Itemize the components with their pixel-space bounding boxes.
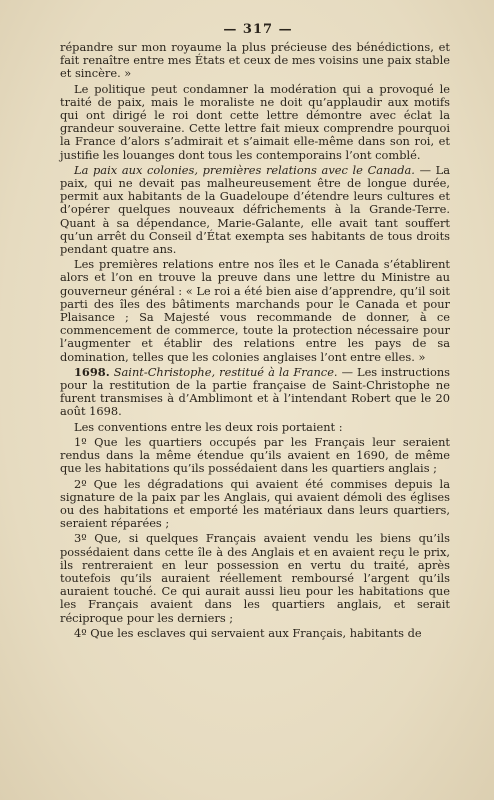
paragraph-p9 bbox=[60, 532, 450, 624]
year-heading: 1698. bbox=[74, 364, 110, 379]
section-heading: Saint-Christophe, restitué à la France. bbox=[113, 364, 338, 379]
paragraph-text: 2º Que les dégradations qui avaient été commises depuis la signature de la paix par les Anglais, qui avaient démoli des églises ou des habitations et emporté les matériaux dans leurs quartiers, seraient réparées ; bbox=[60, 476, 450, 531]
paragraph-p1 bbox=[60, 41, 450, 81]
paragraph-text: 1º Que les quartiers occupés par les Français leur seraient rendus dans la même étendue qu’ils avaient en 1690, de même que les habitations qu’ils possédaient dans les quartiers anglais ; bbox=[60, 434, 450, 476]
paragraph-text: Les premières relations entre nos îles et le Canada s’établirent alors et l’on en trouve la preuve dans une lettre du Ministre au gouverneur général : « Le roi a été bien aise d’apprendre, qu’il soit parti des îles des bâtiments marchands pour le Canada et pour Plaisance ; Sa Majesté vous recommande de donner, à ce commencement de commerce, toute la protection nécessaire pour l’augmenter et établir des relations entre les pays de sa domination, telles que les colonies anglaises l’ont entre elles. » bbox=[60, 257, 450, 364]
paragraph-p7 bbox=[60, 436, 450, 476]
paragraph-text: Le politique peut condamner la modération qui a provoqué le traité de paix, mais le moraliste ne doit qu’applaudir aux motifs qui ont dirigé le roi dont cette lettre démontre avec éclat la grandeur souveraine. Cette lettre fait mieux comprendre pourquoi la France d’alors s’admirait et s’aimait elle-même dans son roi, et justifie les louanges dont tous les contemporains l’ont comblé. bbox=[60, 81, 450, 162]
body-text bbox=[60, 41, 450, 640]
paragraph-text: — La paix, qui ne devait pas malheureusement être de longue durée, permit aux habitants de la Guadeloupe d’étendre leurs cultures et d’opérer quelques nouveaux défrichements à la Grande-Terre. Quant à sa dépendance, Marie-Galante, elle avait tant souffert qu’un arrêt du Conseil d’État exempta ses habitants de tous droits pendant quatre ans. bbox=[60, 162, 450, 257]
section-heading: La paix aux colonies, premières relations avec le Canada. bbox=[74, 162, 415, 177]
paragraph-text: répandre sur mon royaume la plus précieuse des bénédictions, et fait renaître entre mes États et ceux de mes voisins une paix stable et sincère. » bbox=[60, 40, 450, 81]
paragraph-text: — Les instructions pour la restitution de la partie française de Saint-Christophe ne furent transmises à d’Amblimont et à l’intendant Robert que le 20 août 1698. bbox=[60, 364, 450, 419]
paragraph-text: 3º Que, si quelques Français avaient vendu les biens qu’ils possédaient dans cette île à des Anglais et en avaient reçu le prix, ils rentreraient en leur possession en vertu du traité, après toutefois qu’ils auraient réellement remboursé l’argent qu’ils auraient touché. Ce qui aurait aussi lieu pour les habitations que les Français avaient dans les quartiers anglais, et serait réciproque pour les derniers ; bbox=[60, 531, 450, 625]
paragraph-p5 bbox=[60, 366, 450, 419]
paragraph-p6 bbox=[60, 421, 450, 434]
paragraph-p8 bbox=[60, 478, 450, 531]
paragraph-text: 4º Que les esclaves qui servaient aux Français, habitants de bbox=[74, 625, 422, 640]
paragraph-p10 bbox=[60, 627, 450, 640]
paragraph-p2 bbox=[60, 83, 450, 162]
paragraph-p3 bbox=[60, 164, 450, 256]
paragraph-text: Les conventions entre les deux rois portaient : bbox=[74, 419, 343, 434]
paragraph-p4 bbox=[60, 258, 450, 364]
page-number: — 317 — bbox=[223, 22, 293, 37]
